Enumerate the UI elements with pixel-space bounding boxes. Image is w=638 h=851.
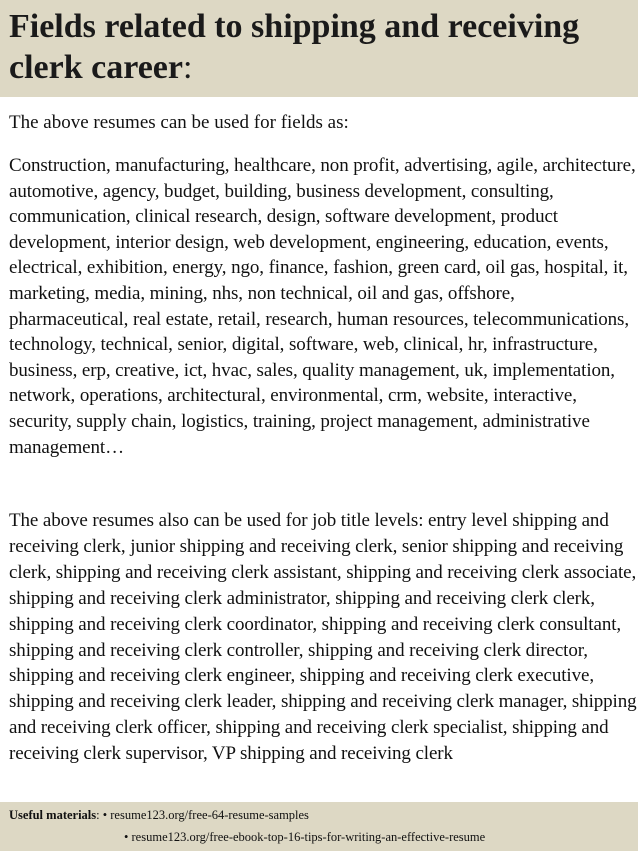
footer-line-1 [9,806,309,824]
useful-materials-separator: : [96,808,103,822]
title-banner [0,0,638,97]
page-title [9,6,629,88]
intro-text: The above resumes can be used for fields as: [9,112,349,133]
useful-materials-label: Useful materials [9,808,97,822]
footer-banner [0,802,638,851]
job-levels-paragraph: The above resumes also can be used for job title levels: entry level shipping and receiving clerk, junior shipping and receiving clerk, senior shipping and receiving clerk, shipping and receiving clerk assistant, shipping and receiving clerk associate, shipping and receiving clerk administrator, shipping and receiving clerk clerk, shipping and receiving clerk coordinator, shipping and receiving clerk consultant, shipping and receiving clerk controller, shipping and receiving clerk director, shipping and receiving clerk engineer, shipping and receiving clerk executive, shipping and receiving clerk leader, shipping and receiving clerk manager, shipping and receiving clerk officer, shipping and receiving clerk specialist, shipping and receiving clerk supervisor, VP shipping and receiving clerk [9,510,637,765]
fields-paragraph: Construction, manufacturing, healthcare, non profit, advertising, agile, architecture, automotive, agency, budget, building, business development, consulting, communication, clinical research, design, software development, product development, interior design, web development, engineering, education, events, electrical, exhibition, energy, ngo, finance, fashion, green card, oil gas, hospital, it, marketing, media, mining, nhs, non technical, oil and gas, offshore, pharmaceutical, real estate, retail, research, human resources, telecommunications, technology, technical, senior, digital, software, web, clinical, hr, infrastructure, business, erp, creative, ict, hvac, sales, quality management, uk, implementation, network, operations, architectural, environmental, crm, website, interactive, security, supply chain, logistics, training, project management, administrative management… [9,155,636,458]
ebook-tips-link[interactable]: resume123.org/free-ebook-top-16-tips-for-writing-an-effective-resume [131,830,486,844]
page-title-text: Fields related to shipping and receiving clerk career [9,8,580,86]
footer-line-2 [124,828,485,846]
resume-samples-link[interactable]: resume123.org/free-64-resume-samples [110,808,309,822]
bullet-icon: • [102,808,108,822]
bullet-icon: • [124,830,129,844]
page-title-colon: : [182,49,193,86]
